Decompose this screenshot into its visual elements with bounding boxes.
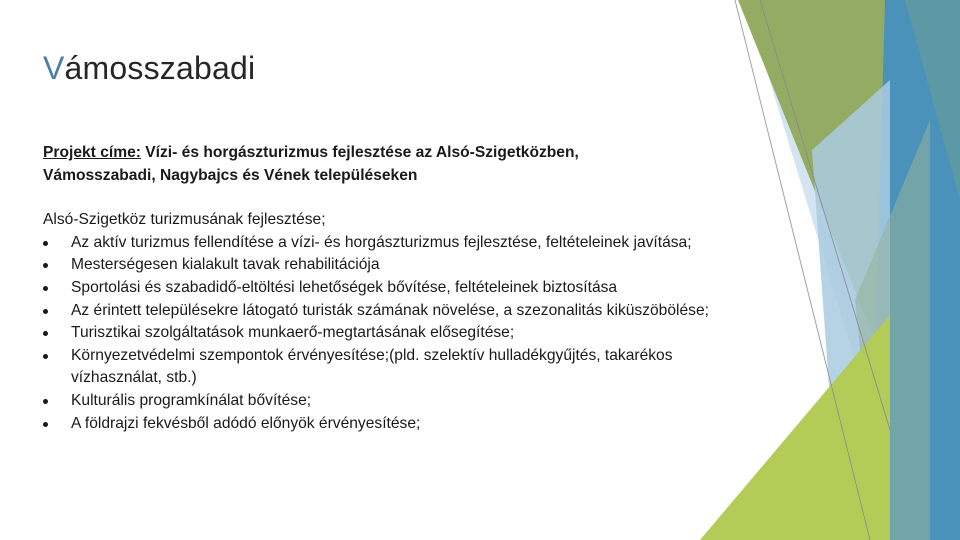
bullet-icon <box>43 422 48 427</box>
bullet-icon <box>43 354 48 359</box>
list-item-text: Sportolási és szabadidő-eltöltési lehetőségek bővítése, feltételeinek biztosítása <box>71 278 618 296</box>
bullet-icon <box>43 263 48 268</box>
title-first-letter: V <box>43 50 65 86</box>
list-item <box>43 277 733 300</box>
bullet-icon <box>43 399 48 404</box>
list-item-text: Környezetvédelmi szempontok érvényesítése;(pld. szelektív hulladékgyűjtés, takarékos vízhasználat, stb.) <box>71 346 673 387</box>
list-item <box>43 254 733 277</box>
list-item-text: Turisztikai szolgáltatások munkaerő-megtartásának elősegítése; <box>71 324 515 342</box>
content-body <box>43 142 733 435</box>
project-label: Projekt címe: <box>43 144 141 161</box>
project-text-line2: Vámosszabadi, Nagybajcs és Vének településeken <box>43 166 418 184</box>
title-rest: ámosszabadi <box>64 50 256 86</box>
list-item <box>43 232 733 255</box>
list-item <box>43 413 733 436</box>
list-item <box>43 322 733 345</box>
list-item-text: Az érintett településekre látogató turisták számának növelése, a szezonalitás kiküszöbölése; <box>71 301 709 319</box>
bullet-icon <box>43 309 48 314</box>
list-item-text: Az aktív turizmus fellendítése a vízi- és horgászturizmus fejlesztése, feltételeinek javítása; <box>71 233 692 251</box>
intro-text: Alsó-Szigetköz turizmusának fejlesztése; <box>43 211 326 229</box>
list-item-text: Mesterségesen kialakult tavak rehabilitációja <box>71 256 380 274</box>
list-item-text: A földrajzi fekvésből adódó előnyök érvényesítése; <box>71 414 421 432</box>
list-item <box>43 390 733 413</box>
list-item <box>43 300 733 323</box>
project-title <box>43 142 733 187</box>
slide-title <box>43 50 255 87</box>
bullet-icon <box>43 331 48 336</box>
bullet-list <box>43 232 733 435</box>
bullet-icon <box>43 241 48 246</box>
list-item-text: Kulturális programkínálat bővítése; <box>71 391 312 409</box>
list-item <box>43 345 733 390</box>
project-text-line1: Vízi- és horgászturizmus fejlesztése az Alsó-Szigetközben, <box>140 144 579 161</box>
bullet-icon <box>43 286 48 291</box>
